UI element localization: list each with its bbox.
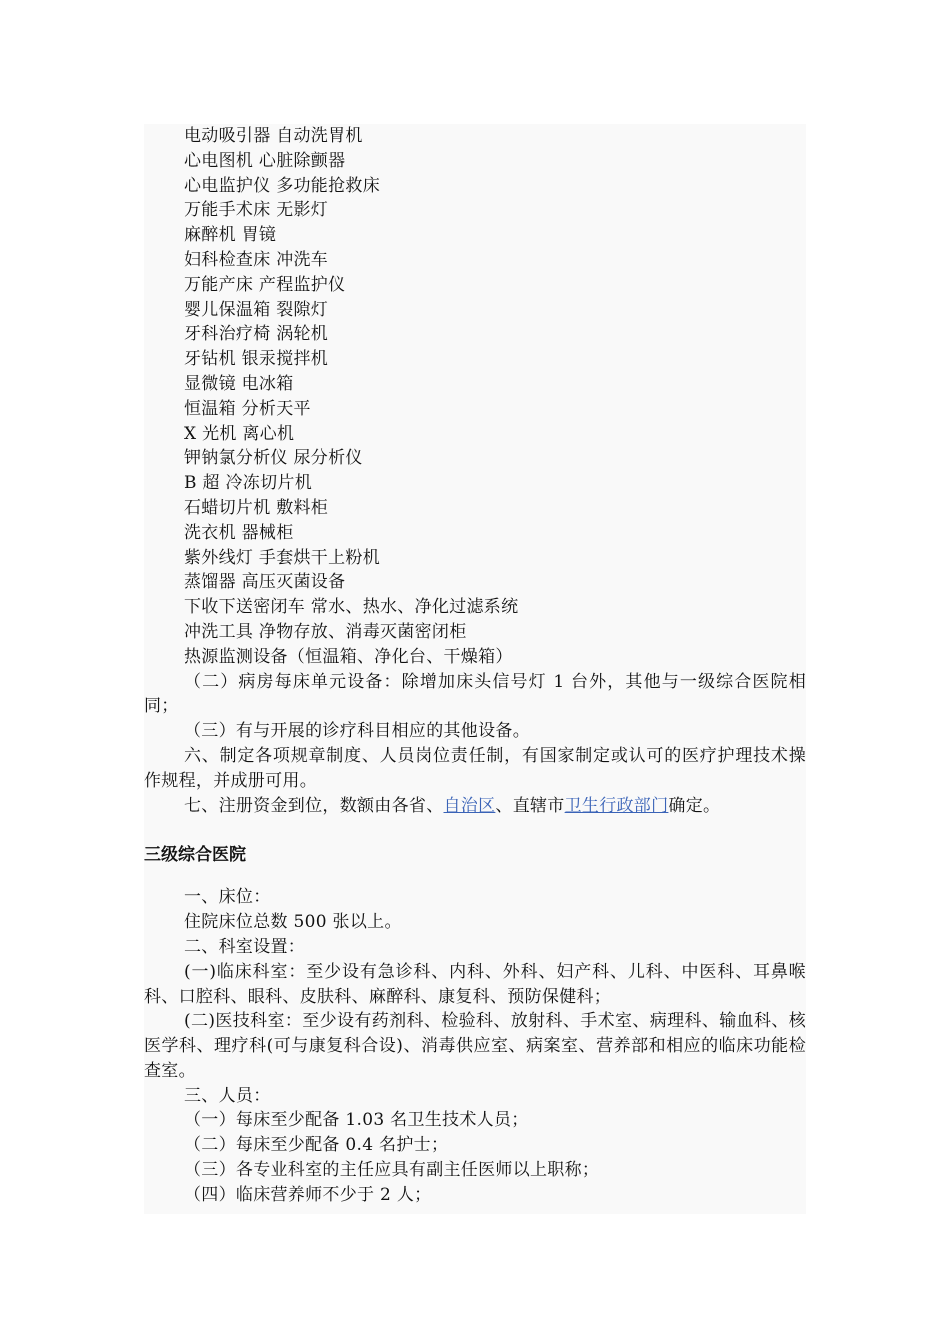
equipment-list bbox=[144, 124, 806, 670]
equipment-line: B 超 冷冻切片机 bbox=[184, 473, 312, 494]
clinical-departments: (一)临床科室：至少设有急诊科、内科、外科、妇产科、儿科、中医科、耳鼻喉科、口腔科、眼科、皮肤科、麻醉科、康复科、预防保健科； bbox=[144, 961, 806, 1007]
equipment-line: 恒温箱 分析天平 bbox=[184, 398, 311, 419]
equipment-line: 牙钻机 银汞搅拌机 bbox=[184, 349, 329, 370]
equipment-line: 显微镜 电冰箱 bbox=[184, 373, 294, 394]
beds-title: 一、床位： bbox=[184, 887, 271, 908]
capital-text-after: 确定。 bbox=[668, 795, 721, 816]
equipment-line: 石蜡切片机 敷料柜 bbox=[184, 497, 329, 518]
equipment-line: X 光机 离心机 bbox=[184, 423, 295, 444]
paragraph-ward-equipment: （二）病房每床单元设备：除增加床头信号灯 1 台外，其他与一级综合医院相同； bbox=[144, 671, 806, 717]
section-heading: 三级综合医院 bbox=[144, 845, 246, 866]
staff-title: 三、人员： bbox=[184, 1085, 271, 1106]
equipment-line: 万能产床 产程监护仪 bbox=[184, 274, 346, 295]
paragraph-rules: 六、制定各项规章制度、人员岗位责任制，有国家制定或认可的医疗护理技术操作规程，并成册可用。 bbox=[144, 745, 806, 791]
equipment-line: 紫外线灯 手套烘干上粉机 bbox=[184, 547, 381, 568]
autonomous-region-link[interactable]: 自治区 bbox=[443, 795, 496, 816]
staff-item: （一）每床至少配备 1.03 名卫生技术人员； bbox=[184, 1110, 529, 1131]
equipment-line: 婴儿保温箱 裂隙灯 bbox=[184, 299, 329, 320]
equipment-line: 麻醉机 胃镜 bbox=[184, 225, 277, 246]
equipment-line: 蒸馏器 高压灭菌设备 bbox=[184, 572, 346, 593]
equipment-line: 牙科治疗椅 涡轮机 bbox=[184, 324, 329, 345]
equipment-line: 电动吸引器 自动洗胃机 bbox=[184, 126, 363, 146]
staff-item: （四）临床营养师不少于 2 人； bbox=[184, 1184, 432, 1205]
equipment-line: 万能手术床 无影灯 bbox=[184, 200, 329, 221]
paragraph-registered-capital bbox=[144, 794, 806, 819]
document-page bbox=[144, 124, 806, 1214]
equipment-line: 下收下送密闭车 常水、热水、净化过滤系统 bbox=[184, 597, 519, 618]
equipment-line: 洗衣机 器械柜 bbox=[184, 522, 294, 543]
health-admin-dept-link[interactable]: 卫生行政部门 bbox=[564, 795, 669, 816]
medtech-departments: (二)医技科室：至少设有药剂科、检验科、放射科、手术室、病理科、输血科、核医学科、理疗科(可与康复科合设)、消毒供应室、病案室、营养部和相应的临床功能检查室。 bbox=[144, 1011, 806, 1081]
paragraph-other-equipment: （三）有与开展的诊疗科目相应的其他设备。 bbox=[184, 721, 530, 742]
equipment-line: 妇科检查床 冲洗车 bbox=[184, 249, 329, 270]
equipment-line: 心电图机 心脏除颤器 bbox=[184, 150, 346, 171]
capital-text-before: 七、注册资金到位，数额由各省、 bbox=[184, 795, 444, 816]
equipment-line: 钾钠氯分析仪 尿分析仪 bbox=[184, 448, 363, 469]
equipment-line: 热源监测设备（恒温箱、净化台、干燥箱） bbox=[184, 646, 513, 667]
equipment-line: 冲洗工具 净物存放、消毒灭菌密闭柜 bbox=[184, 621, 467, 642]
staff-item: （三）各专业科室的主任应具有副主任医师以上职称； bbox=[184, 1160, 600, 1181]
staff-item: （二）每床至少配备 0.4 名护士； bbox=[184, 1135, 449, 1156]
beds-text: 住院床位总数 500 张以上。 bbox=[184, 912, 402, 933]
departments-title: 二、科室设置： bbox=[184, 936, 306, 957]
capital-text-middle: 、直辖市 bbox=[495, 795, 565, 816]
staff-list bbox=[144, 1108, 806, 1207]
equipment-line: 心电监护仪 多功能抢救床 bbox=[184, 175, 381, 196]
